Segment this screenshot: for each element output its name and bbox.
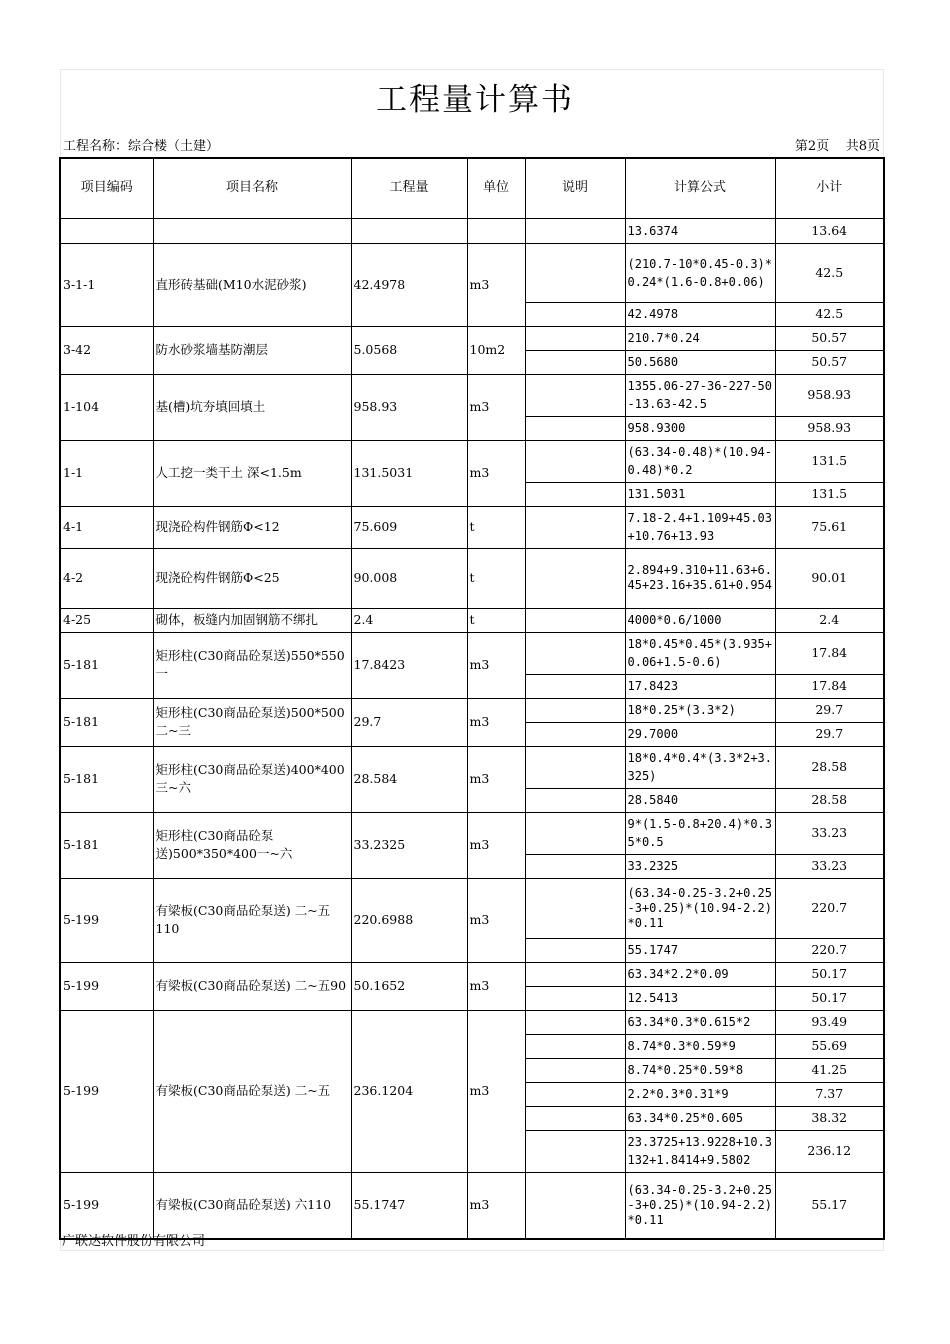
cell-subtotal: 42.5 bbox=[775, 243, 884, 302]
cell-desc bbox=[525, 698, 625, 722]
cell-subtotal: 50.17 bbox=[775, 986, 884, 1010]
header-name: 项目名称 bbox=[153, 158, 351, 218]
cell-qty: 55.1747 bbox=[351, 1172, 467, 1239]
cell-formula: 50.5680 bbox=[625, 350, 775, 374]
cell-name bbox=[153, 218, 351, 243]
cell-unit: m3 bbox=[467, 746, 525, 812]
table-row bbox=[60, 698, 884, 722]
cell-formula: (63.34-0.25-3.2+0.25-3+0.25)*(10.94-2.2)*0.11 bbox=[625, 878, 775, 938]
cell-desc bbox=[525, 1172, 625, 1239]
cell-desc bbox=[525, 374, 625, 416]
cell-desc bbox=[525, 482, 625, 506]
table-row bbox=[60, 1010, 884, 1034]
table-row bbox=[60, 326, 884, 350]
cell-desc bbox=[525, 1106, 625, 1130]
cell-qty: 2.4 bbox=[351, 608, 467, 632]
cell-unit: t bbox=[467, 506, 525, 548]
cell-formula: 28.5840 bbox=[625, 788, 775, 812]
cell-formula: 2.894+9.310+11.63+6.45+23.16+35.61+0.954 bbox=[625, 548, 775, 608]
cell-qty: 17.8423 bbox=[351, 632, 467, 698]
cell-subtotal: 131.5 bbox=[775, 440, 884, 482]
cell-formula: 1355.06-27-36-227-50-13.63-42.5 bbox=[625, 374, 775, 416]
cell-qty: 236.1204 bbox=[351, 1010, 467, 1172]
cell-code: 5-199 bbox=[60, 962, 153, 1010]
cell-subtotal: 50.17 bbox=[775, 962, 884, 986]
cell-code: 3-1-1 bbox=[60, 243, 153, 326]
cell-subtotal: 13.64 bbox=[775, 218, 884, 243]
cell-unit: t bbox=[467, 548, 525, 608]
cell-unit bbox=[467, 218, 525, 243]
cell-subtotal: 220.7 bbox=[775, 878, 884, 938]
cell-desc bbox=[525, 722, 625, 746]
cell-formula: 8.74*0.25*0.59*8 bbox=[625, 1058, 775, 1082]
table-row bbox=[60, 632, 884, 674]
cell-subtotal: 7.37 bbox=[775, 1082, 884, 1106]
cell-desc bbox=[525, 548, 625, 608]
cell-formula: 23.3725+13.9228+10.3132+1.8414+9.5802 bbox=[625, 1130, 775, 1172]
header-qty: 工程量 bbox=[351, 158, 467, 218]
table-row bbox=[60, 878, 884, 938]
table-row bbox=[60, 440, 884, 482]
cell-unit: m3 bbox=[467, 243, 525, 326]
cell-desc bbox=[525, 854, 625, 878]
cell-desc bbox=[525, 350, 625, 374]
cell-formula: 131.5031 bbox=[625, 482, 775, 506]
cell-formula: 4000*0.6/1000 bbox=[625, 608, 775, 632]
cell-formula: 17.8423 bbox=[625, 674, 775, 698]
cell-qty: 29.7 bbox=[351, 698, 467, 746]
cell-desc bbox=[525, 938, 625, 962]
table-row bbox=[60, 1172, 884, 1239]
cell-formula: 55.1747 bbox=[625, 938, 775, 962]
cell-subtotal: 17.84 bbox=[775, 632, 884, 674]
cell-qty: 90.008 bbox=[351, 548, 467, 608]
cell-desc bbox=[525, 1034, 625, 1058]
cell-subtotal: 55.69 bbox=[775, 1034, 884, 1058]
cell-desc bbox=[525, 878, 625, 938]
cell-formula: 63.34*2.2*0.09 bbox=[625, 962, 775, 986]
cell-subtotal: 28.58 bbox=[775, 746, 884, 788]
cell-unit: m3 bbox=[467, 698, 525, 746]
cell-unit: 10m2 bbox=[467, 326, 525, 374]
table-row bbox=[60, 218, 884, 243]
table-row bbox=[60, 374, 884, 416]
cell-code: 1-1 bbox=[60, 440, 153, 506]
cell-subtotal: 958.93 bbox=[775, 416, 884, 440]
cell-desc bbox=[525, 243, 625, 302]
header-formula: 计算公式 bbox=[625, 158, 775, 218]
cell-subtotal: 90.01 bbox=[775, 548, 884, 608]
cell-desc bbox=[525, 962, 625, 986]
table-row bbox=[60, 243, 884, 302]
cell-name: 直形砖基础(M10水泥砂浆) bbox=[153, 243, 351, 326]
table-row bbox=[60, 746, 884, 788]
cell-formula: (63.34-0.25-3.2+0.25-3+0.25)*(10.94-2.2)*0.11 bbox=[625, 1172, 775, 1239]
cell-desc bbox=[525, 506, 625, 548]
project-name: 工程名称：综合楼（土建） bbox=[63, 139, 220, 154]
cell-desc bbox=[525, 218, 625, 243]
cell-code: 5-181 bbox=[60, 632, 153, 698]
cell-code: 5-199 bbox=[60, 878, 153, 962]
cell-name: 矩形柱(C30商品砼泵送)400*400三~六 bbox=[153, 746, 351, 812]
cell-unit: t bbox=[467, 608, 525, 632]
cell-formula: 210.7*0.24 bbox=[625, 326, 775, 350]
cell-subtotal: 50.57 bbox=[775, 350, 884, 374]
cell-name: 基(槽)坑夯填回填土 bbox=[153, 374, 351, 440]
cell-formula: 18*0.25*(3.3*2) bbox=[625, 698, 775, 722]
cell-name: 防水砂浆墙基防潮层 bbox=[153, 326, 351, 374]
cell-unit: m3 bbox=[467, 1172, 525, 1239]
cell-unit: m3 bbox=[467, 374, 525, 440]
cell-subtotal: 220.7 bbox=[775, 938, 884, 962]
cell-subtotal: 93.49 bbox=[775, 1010, 884, 1034]
cell-name: 有梁板(C30商品砼泵送) 二~五90 bbox=[153, 962, 351, 1010]
cell-subtotal: 33.23 bbox=[775, 812, 884, 854]
cell-formula: 33.2325 bbox=[625, 854, 775, 878]
cell-formula: (210.7-10*0.45-0.3)*0.24*(1.6-0.8+0.06) bbox=[625, 243, 775, 302]
cell-subtotal: 29.7 bbox=[775, 722, 884, 746]
cell-name: 矩形柱(C30商品砼泵送)500*500二~三 bbox=[153, 698, 351, 746]
page-number: 第2页 共8页 bbox=[794, 139, 880, 154]
cell-qty: 5.0568 bbox=[351, 326, 467, 374]
table-body bbox=[60, 218, 884, 1239]
cell-formula: (63.34-0.48)*(10.94-0.48)*0.2 bbox=[625, 440, 775, 482]
cell-formula: 8.74*0.3*0.59*9 bbox=[625, 1034, 775, 1058]
cell-code: 5-181 bbox=[60, 698, 153, 746]
cell-subtotal: 17.84 bbox=[775, 674, 884, 698]
cell-subtotal: 42.5 bbox=[775, 302, 884, 326]
cell-qty: 42.4978 bbox=[351, 243, 467, 326]
header-desc: 说明 bbox=[525, 158, 625, 218]
cell-unit: m3 bbox=[467, 878, 525, 962]
cell-subtotal: 131.5 bbox=[775, 482, 884, 506]
cell-desc bbox=[525, 812, 625, 854]
cell-subtotal: 75.61 bbox=[775, 506, 884, 548]
cell-desc bbox=[525, 302, 625, 326]
cell-subtotal: 29.7 bbox=[775, 698, 884, 722]
cell-subtotal: 33.23 bbox=[775, 854, 884, 878]
cell-formula: 63.34*0.25*0.605 bbox=[625, 1106, 775, 1130]
cell-desc bbox=[525, 608, 625, 632]
cell-code: 4-1 bbox=[60, 506, 153, 548]
table-row bbox=[60, 506, 884, 548]
cell-formula: 7.18-2.4+1.109+45.03+10.76+13.93 bbox=[625, 506, 775, 548]
cell-desc bbox=[525, 986, 625, 1010]
cell-code: 3-42 bbox=[60, 326, 153, 374]
cell-desc bbox=[525, 746, 625, 788]
table-row bbox=[60, 608, 884, 632]
cell-qty: 28.584 bbox=[351, 746, 467, 812]
cell-qty: 50.1652 bbox=[351, 962, 467, 1010]
cell-code: 5-199 bbox=[60, 1010, 153, 1172]
cell-subtotal: 2.4 bbox=[775, 608, 884, 632]
cell-name: 人工挖一类干土 深<1.5m bbox=[153, 440, 351, 506]
cell-qty: 131.5031 bbox=[351, 440, 467, 506]
cell-unit: m3 bbox=[467, 962, 525, 1010]
cell-formula: 12.5413 bbox=[625, 986, 775, 1010]
cell-desc bbox=[525, 788, 625, 812]
cell-qty: 33.2325 bbox=[351, 812, 467, 878]
cell-qty: 220.6988 bbox=[351, 878, 467, 962]
cell-code bbox=[60, 218, 153, 243]
cell-code: 5-199 bbox=[60, 1172, 153, 1239]
cell-code: 4-25 bbox=[60, 608, 153, 632]
cell-formula: 42.4978 bbox=[625, 302, 775, 326]
cell-formula: 29.7000 bbox=[625, 722, 775, 746]
table-row bbox=[60, 812, 884, 854]
cell-name: 现浇砼构件钢筋Φ<25 bbox=[153, 548, 351, 608]
quantity-table bbox=[59, 157, 885, 1240]
cell-formula: 9*(1.5-0.8+20.4)*0.35*0.5 bbox=[625, 812, 775, 854]
cell-subtotal: 41.25 bbox=[775, 1058, 884, 1082]
table-row bbox=[60, 548, 884, 608]
cell-formula: 2.2*0.3*0.31*9 bbox=[625, 1082, 775, 1106]
cell-formula: 18*0.4*0.4*(3.3*2+3.325) bbox=[625, 746, 775, 788]
cell-name: 现浇砼构件钢筋Φ<12 bbox=[153, 506, 351, 548]
cell-desc bbox=[525, 416, 625, 440]
header-subtotal: 小计 bbox=[775, 158, 884, 218]
cell-formula: 63.34*0.3*0.615*2 bbox=[625, 1010, 775, 1034]
cell-qty: 75.609 bbox=[351, 506, 467, 548]
cell-name: 有梁板(C30商品砼泵送) 六110 bbox=[153, 1172, 351, 1239]
cell-unit: m3 bbox=[467, 632, 525, 698]
cell-unit: m3 bbox=[467, 440, 525, 506]
cell-code: 4-2 bbox=[60, 548, 153, 608]
cell-subtotal: 38.32 bbox=[775, 1106, 884, 1130]
cell-qty bbox=[351, 218, 467, 243]
cell-code: 1-104 bbox=[60, 374, 153, 440]
cell-subtotal: 958.93 bbox=[775, 374, 884, 416]
cell-unit: m3 bbox=[467, 812, 525, 878]
cell-qty: 958.93 bbox=[351, 374, 467, 440]
document-title: 工程量计算书 bbox=[376, 82, 574, 118]
table-row bbox=[60, 962, 884, 986]
cell-desc bbox=[525, 632, 625, 674]
cell-formula: 958.9300 bbox=[625, 416, 775, 440]
header-code: 项目编码 bbox=[60, 158, 153, 218]
cell-name: 矩形柱(C30商品砼泵送)550*550 一 bbox=[153, 632, 351, 698]
cell-desc bbox=[525, 674, 625, 698]
cell-desc bbox=[525, 440, 625, 482]
header-unit: 单位 bbox=[467, 158, 525, 218]
cell-code: 5-181 bbox=[60, 746, 153, 812]
cell-formula: 13.6374 bbox=[625, 218, 775, 243]
cell-subtotal: 55.17 bbox=[775, 1172, 884, 1239]
cell-subtotal: 50.57 bbox=[775, 326, 884, 350]
cell-desc bbox=[525, 326, 625, 350]
cell-desc bbox=[525, 1058, 625, 1082]
cell-name: 有梁板(C30商品砼泵送) 二~五 bbox=[153, 1010, 351, 1172]
cell-name: 有梁板(C30商品砼泵送) 二~五110 bbox=[153, 878, 351, 962]
cell-formula: 18*0.45*0.45*(3.935+0.06+1.5-0.6) bbox=[625, 632, 775, 674]
cell-subtotal: 28.58 bbox=[775, 788, 884, 812]
company-name: 广联达软件股份有限公司 bbox=[62, 1234, 206, 1249]
cell-name: 矩形柱(C30商品砼泵送)500*350*400一~六 bbox=[153, 812, 351, 878]
cell-desc bbox=[525, 1082, 625, 1106]
cell-name: 砌体，板缝内加固钢筋不绑扎 bbox=[153, 608, 351, 632]
cell-desc bbox=[525, 1010, 625, 1034]
cell-subtotal: 236.12 bbox=[775, 1130, 884, 1172]
cell-code: 5-181 bbox=[60, 812, 153, 878]
cell-desc bbox=[525, 1130, 625, 1172]
header-row bbox=[60, 158, 884, 218]
cell-unit: m3 bbox=[467, 1010, 525, 1172]
